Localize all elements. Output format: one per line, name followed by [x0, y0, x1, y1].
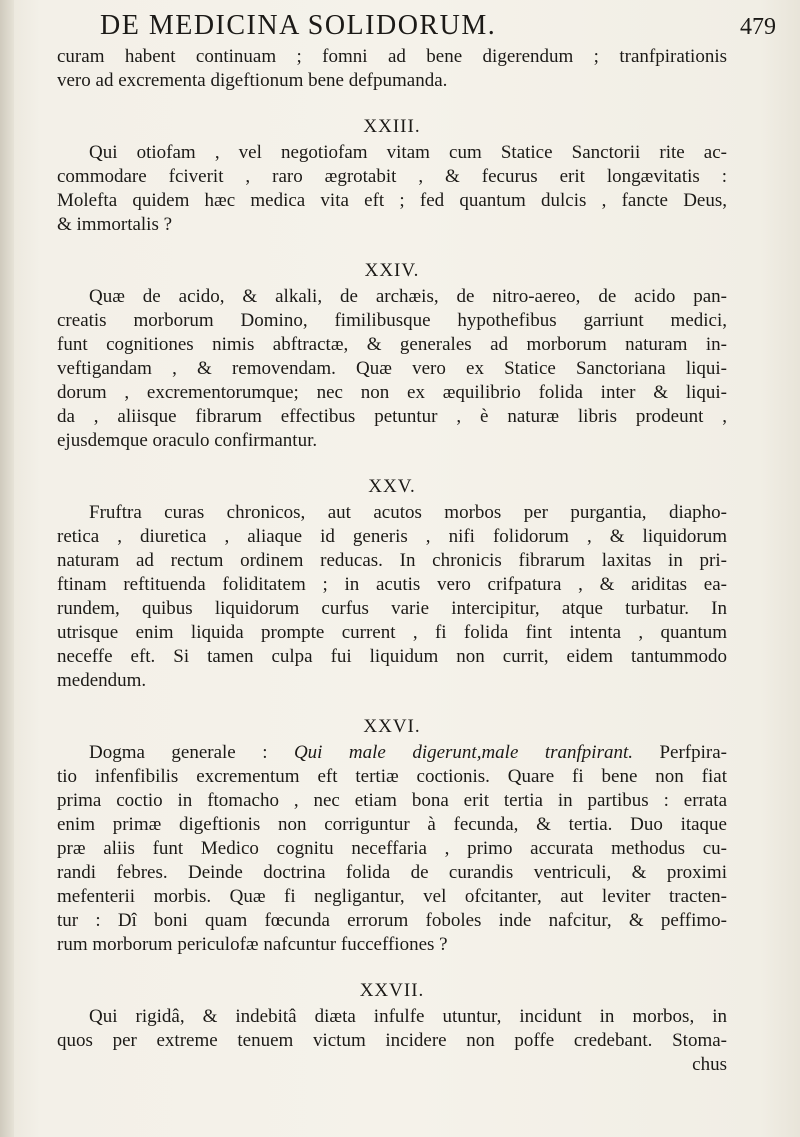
dogma-tail: Perfpira-: [633, 742, 727, 763]
text-line: enim primæ digeftionis non corriguntur à fecunda, & tertia. Duo itaque: [57, 814, 727, 835]
text-line: ejusdemque oraculo confirmantur.: [57, 430, 318, 451]
section-numeral-xxvi: XXVI.: [363, 716, 421, 737]
section-numeral-xxv: XXV.: [368, 476, 416, 497]
text-line: funt cognitiones nimis abftractæ, & generales ad morborum naturam in-: [57, 334, 727, 355]
text-line: creatis morborum Domino, fimilibusque hypothefibus garriunt medici,: [57, 310, 727, 331]
text-line: dorum , excrementorumque; nec non ex æquilibrio folida inter & liqui-: [57, 382, 727, 403]
text-line: Quæ de acido, & alkali, de archæis, de nitro-aereo, de acido pan-: [89, 286, 727, 307]
text-line: rum morborum periculofæ nafcuntur fucceffiones ?: [57, 934, 448, 955]
text-line: curam habent continuam ; fomni ad bene digerendum ; tranfpirationis: [57, 46, 727, 67]
text-line: veftigandam , & removendam. Quæ vero ex Statice Sanctoriana liqui-: [57, 358, 727, 379]
text-line: quos per extreme tenuem victum incidere non poffe credebant. Stoma-: [57, 1030, 727, 1051]
text-line: tur : Dî boni quam fœcunda errorum foboles inde nafcitur, & peffimo-: [57, 910, 727, 931]
text-line-dogma: [89, 741, 727, 765]
page-number: 479: [740, 14, 776, 40]
section-numeral-xxiii: XXIII.: [363, 116, 421, 137]
text-line: randi febres. Deinde doctrina folida de curandis ventriculi, & proximi: [57, 862, 727, 883]
text-line: medendum.: [57, 670, 147, 691]
section-numeral-xxvii: XXVII.: [359, 980, 425, 1001]
text-line: utrisque enim liquida prompte current , fi folida fint intenta , quantum: [57, 622, 727, 643]
text-line: tio infenfibilis excrementum eft tertiæ coctionis. Quare fi bene non fiat: [57, 766, 727, 787]
text-line: neceffe eft. Si tamen culpa fui liquidum non currit, eidem tantummodo: [57, 646, 727, 667]
text-line: præ aliis funt Medico cognitu neceffaria , primo accurata methodus cu-: [57, 838, 727, 859]
text-line: vero ad excrementa digeftionum bene defpumanda.: [57, 70, 448, 91]
section-numeral-xxiv: XXIV.: [364, 260, 420, 281]
text-line: rundem, quibus liquidorum curfus varie intercipitur, atque turbatur. In: [57, 598, 727, 619]
text-line: naturam ad rectum ordinem reducas. In chronicis fibrarum laxitas in pri-: [57, 550, 727, 571]
book-spine-shadow: [0, 0, 14, 1137]
text-line: retica , diuretica , aliaque id generis , nifi folidorum , & liquidorum: [57, 526, 727, 547]
text-line: prima coctio in ftomacho , nec etiam bona erit tertia in partibus : errata: [57, 790, 727, 811]
text-line: Qui rigidâ, & indebitâ diæta infulfe utuntur, incidunt in morbos, in: [89, 1006, 727, 1027]
text-line: ftinam reftituenda foliditatem ; in acutis vero crifpatura , & ariditas ea-: [57, 574, 727, 595]
text-line: Qui otiofam , vel negotiofam vitam cum Statice Sanctorii rite ac-: [89, 142, 727, 163]
text-line: da , aliisque fibrarum effectibus petuntur , è naturæ libris prodeunt ,: [57, 406, 727, 427]
running-head: DE MEDICINA SOLIDORUM.: [100, 10, 497, 41]
text-line: & immortalis ?: [57, 214, 173, 235]
dogma-label: Dogma generale :: [89, 742, 294, 763]
text-line: Fruftra curas chronicos, aut acutos morbos per purgantia, diapho-: [89, 502, 727, 523]
catchword: chus: [692, 1054, 727, 1075]
dogma-maxim: Qui male digerunt,male tranfpirant.: [293, 742, 634, 763]
text-line: commodare fciverit , raro ægrotabit , & fecurus erit longævitatis :: [57, 166, 727, 187]
text-line: Molefta quidem hæc medica vita eft ; fed quantum dulcis , fancte Deus,: [57, 190, 727, 211]
text-line: mefenterii morbis. Quæ fi negligantur, vel ofcitanter, aut leviter tracten-: [57, 886, 727, 907]
page-header: [0, 10, 800, 44]
